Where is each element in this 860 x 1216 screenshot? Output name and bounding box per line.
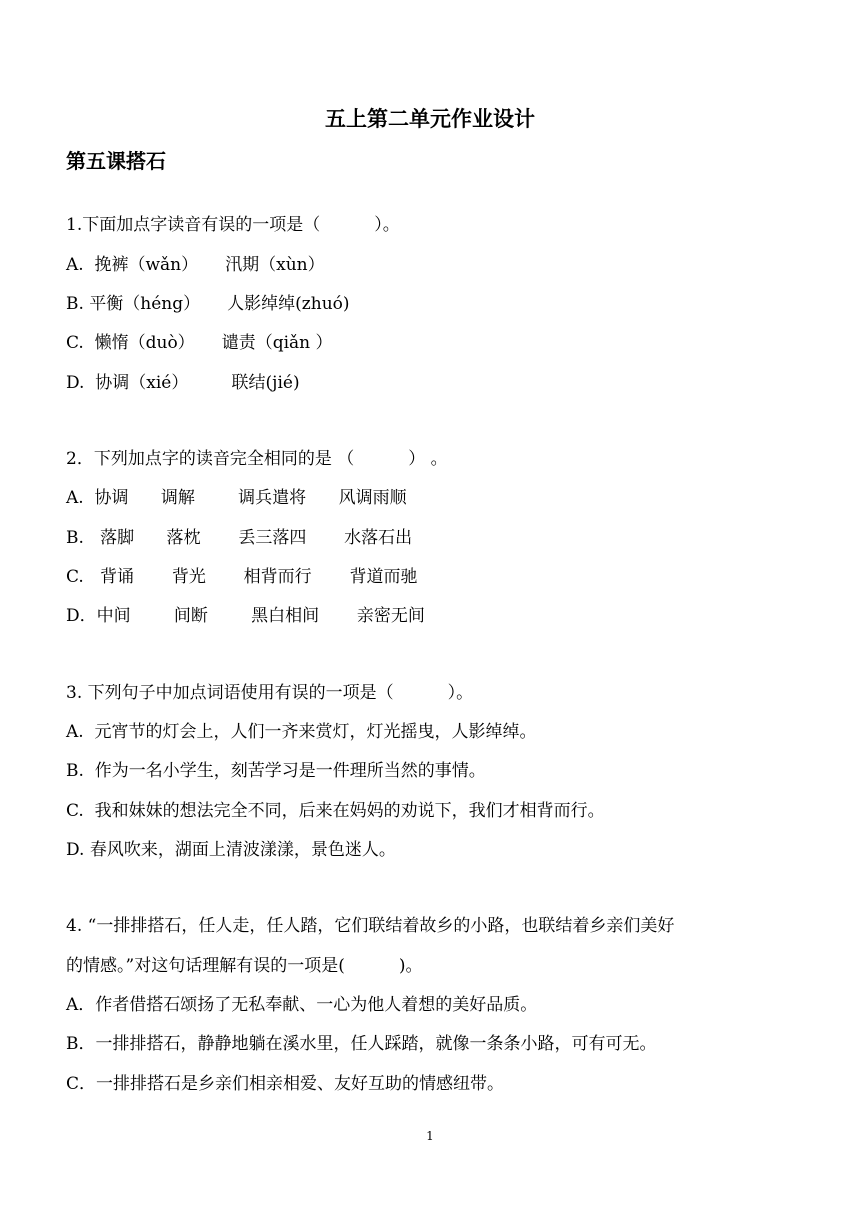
- question-3-option-b: B. 作为一名小学生，刻苦学习是一件理所当然的事情。: [66, 761, 486, 781]
- question-4-option-a: A．作者借搭石颂扬了无私奉献、一心为他人着想的美好品质。: [66, 995, 538, 1015]
- question-4-option-c: C．一排排搭石是乡亲们相亲相爱、友好互助的情感纽带。: [66, 1074, 505, 1094]
- question-2-option-d: D．中间 间断 黑白相间 亲密无间: [66, 606, 425, 626]
- question-2-option-b: B. 落脚 落枕 丢三落四 水落石出: [66, 528, 413, 548]
- question-2-option-c: C. 背诵 背光 相背而行 背道而驰: [66, 567, 418, 587]
- question-1-stem: 1.下面加点字读音有误的一项是（ ）。: [66, 215, 400, 235]
- question-4-stem-line-2: 的情感。”对这句话理解有误的一项是( )。: [66, 956, 423, 976]
- page-number: 1: [426, 1129, 434, 1143]
- lesson-title: 第五课搭石: [66, 149, 166, 173]
- question-2-stem: 2．下列加点字的读音完全相同的是 （ ） 。: [66, 449, 448, 469]
- question-3-stem: 3. 下列句子中加点词语使用有误的一项是（ ）。: [66, 683, 474, 703]
- question-3-option-c: C. 我和妹妹的想法完全不同，后来在妈妈的劝说下，我们才相背而行。: [66, 801, 605, 821]
- question-1-option-c: C. 懒惰（duò） 谴责（qiǎn ）: [66, 333, 333, 353]
- question-1-option-d: D. 协调（xié） 联结(jié): [66, 373, 300, 393]
- document-title: 五上第二单元作业设计: [325, 107, 535, 131]
- question-2-option-a: A. 协调 调解 调兵遣将 风调雨顺: [66, 488, 407, 508]
- question-1-option-b: B. 平衡（héng） 人影绰绰(zhuó): [66, 294, 350, 314]
- question-1-option-a: A. 挽裤（wǎn） 汛期（xùn）: [66, 255, 325, 275]
- question-3-option-d: D. 春风吹来，湖面上清波漾漾，景色迷人。: [66, 840, 396, 860]
- question-4-stem-line-1: 4. “一排排搭石，任人走，任人踏，它们联结着故乡的小路，也联结着乡亲们美好: [66, 916, 675, 936]
- question-3-option-a: A. 元宵节的灯会上，人们一齐来赏灯，灯光摇曳，人影绰绰。: [66, 722, 537, 742]
- question-4-option-b: B．一排排搭石，静静地躺在溪水里，任人踩踏，就像一条条小路，可有可无。: [66, 1034, 657, 1054]
